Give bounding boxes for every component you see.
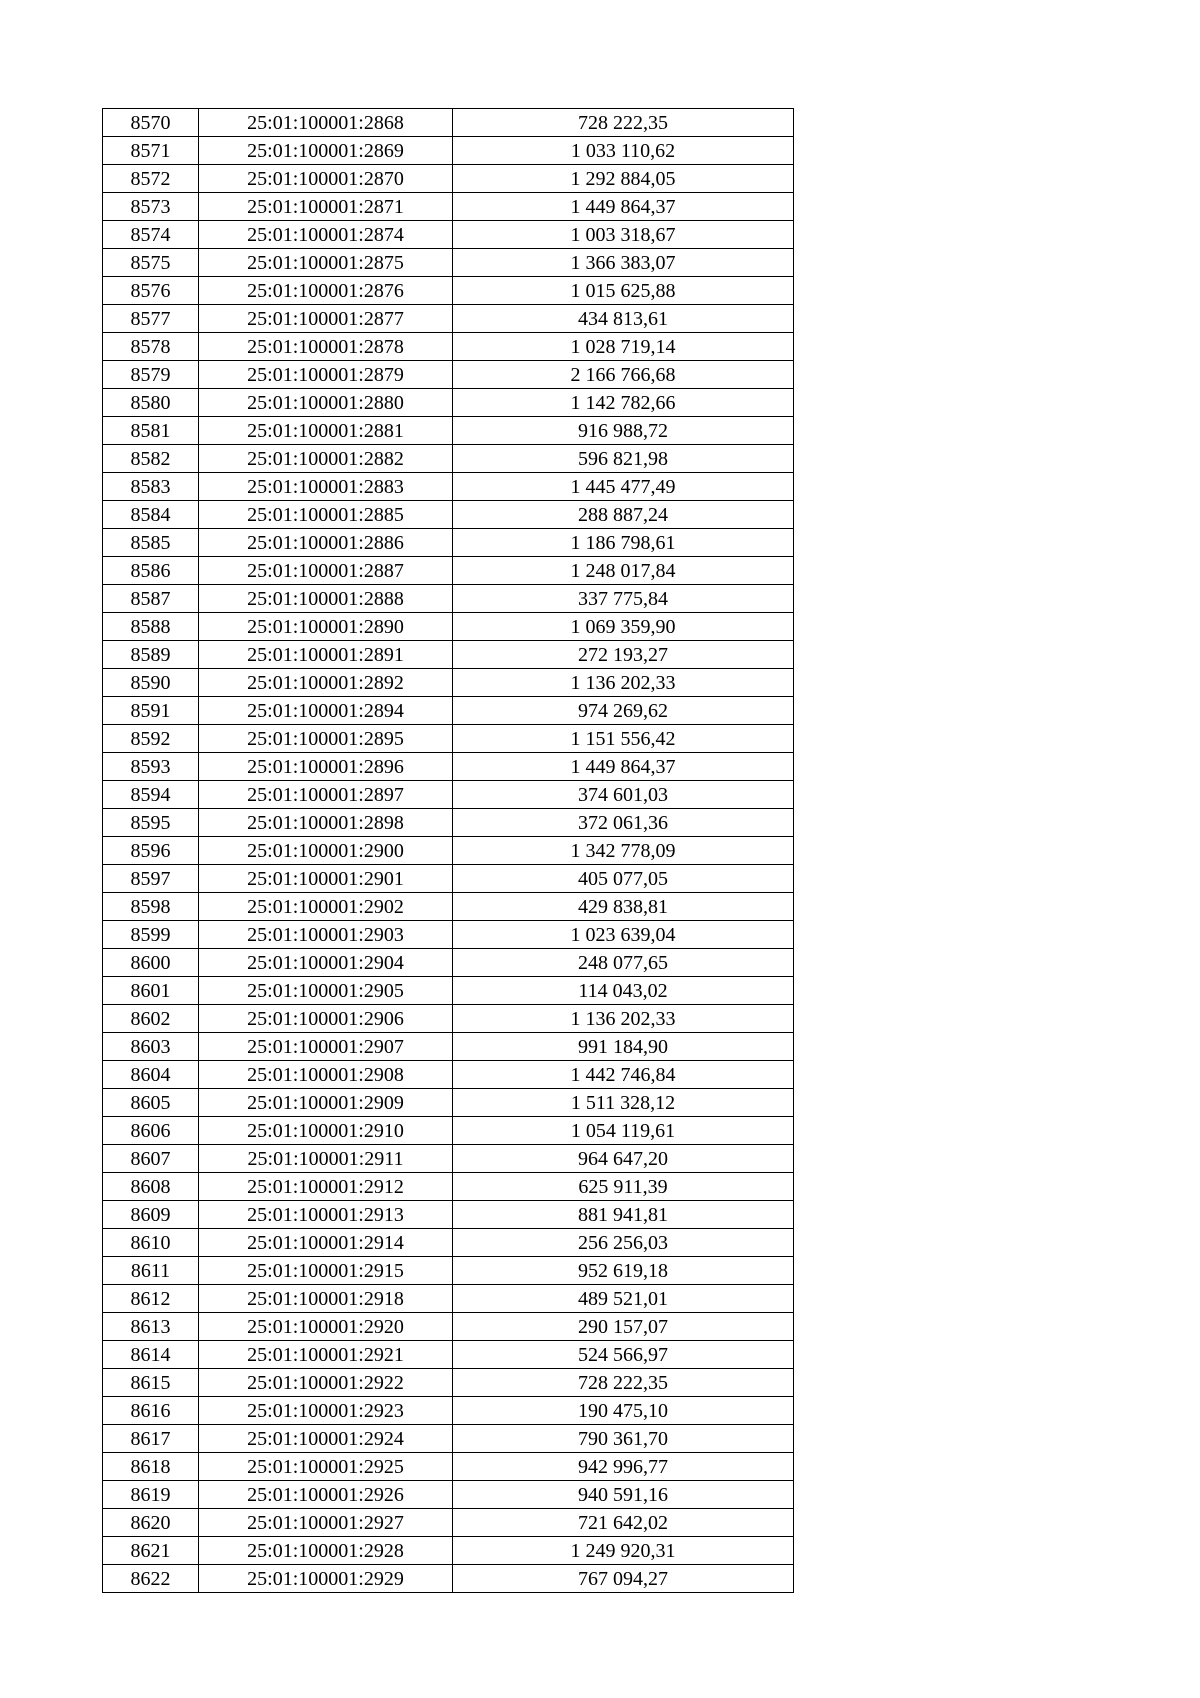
row-number-cell: 8618 [103, 1453, 199, 1481]
cadastral-number-cell: 25:01:100001:2895 [199, 725, 453, 753]
cadastral-number-cell: 25:01:100001:2898 [199, 809, 453, 837]
value-cell: 1 292 884,05 [453, 165, 794, 193]
value-cell: 1 033 110,62 [453, 137, 794, 165]
table-row [103, 1537, 794, 1565]
value-cell: 1 142 782,66 [453, 389, 794, 417]
row-number-cell: 8597 [103, 865, 199, 893]
row-number-cell: 8575 [103, 249, 199, 277]
value-cell: 1 186 798,61 [453, 529, 794, 557]
row-number-cell: 8579 [103, 361, 199, 389]
value-cell: 881 941,81 [453, 1201, 794, 1229]
row-number-cell: 8611 [103, 1257, 199, 1285]
cadastral-number-cell: 25:01:100001:2880 [199, 389, 453, 417]
cadastral-number-cell: 25:01:100001:2890 [199, 613, 453, 641]
row-number-cell: 8612 [103, 1285, 199, 1313]
table-row [103, 1229, 794, 1257]
row-number-cell: 8622 [103, 1565, 199, 1593]
table-row [103, 1145, 794, 1173]
table-row [103, 697, 794, 725]
table-row [103, 1453, 794, 1481]
row-number-cell: 8617 [103, 1425, 199, 1453]
table-row [103, 137, 794, 165]
value-cell: 374 601,03 [453, 781, 794, 809]
row-number-cell: 8586 [103, 557, 199, 585]
cadastral-number-cell: 25:01:100001:2869 [199, 137, 453, 165]
table-row [103, 1369, 794, 1397]
table-row [103, 725, 794, 753]
table-row [103, 1565, 794, 1593]
cadastral-number-cell: 25:01:100001:2888 [199, 585, 453, 613]
value-cell: 728 222,35 [453, 109, 794, 137]
cadastral-number-cell: 25:01:100001:2918 [199, 1285, 453, 1313]
row-number-cell: 8592 [103, 725, 199, 753]
value-cell: 1 342 778,09 [453, 837, 794, 865]
table-row [103, 669, 794, 697]
cadastral-number-cell: 25:01:100001:2904 [199, 949, 453, 977]
cadastral-value-table [102, 108, 794, 1593]
table-row [103, 305, 794, 333]
row-number-cell: 8605 [103, 1089, 199, 1117]
row-number-cell: 8581 [103, 417, 199, 445]
row-number-cell: 8601 [103, 977, 199, 1005]
value-cell: 1 015 625,88 [453, 277, 794, 305]
row-number-cell: 8585 [103, 529, 199, 557]
table-row [103, 333, 794, 361]
value-cell: 1 449 864,37 [453, 753, 794, 781]
cadastral-number-cell: 25:01:100001:2881 [199, 417, 453, 445]
value-cell: 524 566,97 [453, 1341, 794, 1369]
cadastral-number-cell: 25:01:100001:2902 [199, 893, 453, 921]
value-cell: 1 023 639,04 [453, 921, 794, 949]
cadastral-number-cell: 25:01:100001:2927 [199, 1509, 453, 1537]
table-row [103, 1313, 794, 1341]
value-cell: 942 996,77 [453, 1453, 794, 1481]
row-number-cell: 8607 [103, 1145, 199, 1173]
cadastral-number-cell: 25:01:100001:2912 [199, 1173, 453, 1201]
cadastral-number-cell: 25:01:100001:2905 [199, 977, 453, 1005]
value-cell: 372 061,36 [453, 809, 794, 837]
table-row [103, 277, 794, 305]
table-row [103, 501, 794, 529]
table-row [103, 1257, 794, 1285]
value-cell: 1 249 920,31 [453, 1537, 794, 1565]
value-cell: 1 511 328,12 [453, 1089, 794, 1117]
cadastral-number-cell: 25:01:100001:2909 [199, 1089, 453, 1117]
row-number-cell: 8591 [103, 697, 199, 725]
cadastral-number-cell: 25:01:100001:2923 [199, 1397, 453, 1425]
cadastral-number-cell: 25:01:100001:2907 [199, 1033, 453, 1061]
table-row [103, 1341, 794, 1369]
row-number-cell: 8573 [103, 193, 199, 221]
row-number-cell: 8610 [103, 1229, 199, 1257]
value-cell: 290 157,07 [453, 1313, 794, 1341]
cadastral-number-cell: 25:01:100001:2877 [199, 305, 453, 333]
table-row [103, 389, 794, 417]
cadastral-number-cell: 25:01:100001:2878 [199, 333, 453, 361]
row-number-cell: 8595 [103, 809, 199, 837]
cadastral-number-cell: 25:01:100001:2875 [199, 249, 453, 277]
table-row [103, 977, 794, 1005]
table-row [103, 165, 794, 193]
value-cell: 916 988,72 [453, 417, 794, 445]
cadastral-number-cell: 25:01:100001:2925 [199, 1453, 453, 1481]
row-number-cell: 8596 [103, 837, 199, 865]
table-row [103, 1397, 794, 1425]
cadastral-number-cell: 25:01:100001:2871 [199, 193, 453, 221]
value-cell: 288 887,24 [453, 501, 794, 529]
cadastral-number-cell: 25:01:100001:2874 [199, 221, 453, 249]
row-number-cell: 8599 [103, 921, 199, 949]
row-number-cell: 8584 [103, 501, 199, 529]
value-cell: 1 151 556,42 [453, 725, 794, 753]
cadastral-number-cell: 25:01:100001:2914 [199, 1229, 453, 1257]
row-number-cell: 8613 [103, 1313, 199, 1341]
table-row [103, 1117, 794, 1145]
cadastral-number-cell: 25:01:100001:2900 [199, 837, 453, 865]
cadastral-number-cell: 25:01:100001:2868 [199, 109, 453, 137]
table-row [103, 361, 794, 389]
cadastral-number-cell: 25:01:100001:2926 [199, 1481, 453, 1509]
cadastral-number-cell: 25:01:100001:2903 [199, 921, 453, 949]
table-row [103, 1201, 794, 1229]
value-cell: 1 054 119,61 [453, 1117, 794, 1145]
row-number-cell: 8593 [103, 753, 199, 781]
row-number-cell: 8602 [103, 1005, 199, 1033]
value-cell: 405 077,05 [453, 865, 794, 893]
table-body [103, 109, 794, 1593]
cadastral-number-cell: 25:01:100001:2906 [199, 1005, 453, 1033]
value-cell: 625 911,39 [453, 1173, 794, 1201]
row-number-cell: 8615 [103, 1369, 199, 1397]
table-row [103, 1005, 794, 1033]
value-cell: 596 821,98 [453, 445, 794, 473]
row-number-cell: 8571 [103, 137, 199, 165]
row-number-cell: 8598 [103, 893, 199, 921]
value-cell: 1 136 202,33 [453, 1005, 794, 1033]
cadastral-number-cell: 25:01:100001:2894 [199, 697, 453, 725]
value-cell: 1 442 746,84 [453, 1061, 794, 1089]
table-row [103, 529, 794, 557]
value-cell: 952 619,18 [453, 1257, 794, 1285]
table-row [103, 949, 794, 977]
table-row [103, 1033, 794, 1061]
table-row [103, 921, 794, 949]
table-row [103, 445, 794, 473]
value-cell: 337 775,84 [453, 585, 794, 613]
value-cell: 940 591,16 [453, 1481, 794, 1509]
value-cell: 1 449 864,37 [453, 193, 794, 221]
row-number-cell: 8577 [103, 305, 199, 333]
value-cell: 489 521,01 [453, 1285, 794, 1313]
value-cell: 721 642,02 [453, 1509, 794, 1537]
cadastral-number-cell: 25:01:100001:2892 [199, 669, 453, 697]
row-number-cell: 8594 [103, 781, 199, 809]
value-cell: 2 166 766,68 [453, 361, 794, 389]
table-row [103, 249, 794, 277]
value-cell: 767 094,27 [453, 1565, 794, 1593]
value-cell: 272 193,27 [453, 641, 794, 669]
table-row [103, 1061, 794, 1089]
cadastral-number-cell: 25:01:100001:2896 [199, 753, 453, 781]
cadastral-number-cell: 25:01:100001:2870 [199, 165, 453, 193]
row-number-cell: 8587 [103, 585, 199, 613]
value-cell: 1 366 383,07 [453, 249, 794, 277]
row-number-cell: 8614 [103, 1341, 199, 1369]
table-row [103, 781, 794, 809]
value-cell: 114 043,02 [453, 977, 794, 1005]
cadastral-number-cell: 25:01:100001:2897 [199, 781, 453, 809]
table-row [103, 1173, 794, 1201]
table-row [103, 1089, 794, 1117]
row-number-cell: 8604 [103, 1061, 199, 1089]
row-number-cell: 8608 [103, 1173, 199, 1201]
cadastral-number-cell: 25:01:100001:2908 [199, 1061, 453, 1089]
table-row [103, 1481, 794, 1509]
cadastral-number-cell: 25:01:100001:2913 [199, 1201, 453, 1229]
value-cell: 728 222,35 [453, 1369, 794, 1397]
row-number-cell: 8606 [103, 1117, 199, 1145]
row-number-cell: 8570 [103, 109, 199, 137]
value-cell: 790 361,70 [453, 1425, 794, 1453]
row-number-cell: 8619 [103, 1481, 199, 1509]
cadastral-number-cell: 25:01:100001:2886 [199, 529, 453, 557]
table-row [103, 585, 794, 613]
cadastral-number-cell: 25:01:100001:2915 [199, 1257, 453, 1285]
table-row [103, 1509, 794, 1537]
cadastral-number-cell: 25:01:100001:2885 [199, 501, 453, 529]
cadastral-number-cell: 25:01:100001:2911 [199, 1145, 453, 1173]
value-cell: 190 475,10 [453, 1397, 794, 1425]
cadastral-number-cell: 25:01:100001:2876 [199, 277, 453, 305]
table-row [103, 641, 794, 669]
row-number-cell: 8574 [103, 221, 199, 249]
table-row [103, 417, 794, 445]
cadastral-number-cell: 25:01:100001:2901 [199, 865, 453, 893]
cadastral-number-cell: 25:01:100001:2879 [199, 361, 453, 389]
row-number-cell: 8600 [103, 949, 199, 977]
table-row [103, 1425, 794, 1453]
row-number-cell: 8590 [103, 669, 199, 697]
cadastral-number-cell: 25:01:100001:2921 [199, 1341, 453, 1369]
value-cell: 1 003 318,67 [453, 221, 794, 249]
table-row [103, 865, 794, 893]
table-row [103, 1285, 794, 1313]
value-cell: 1 445 477,49 [453, 473, 794, 501]
value-cell: 1 028 719,14 [453, 333, 794, 361]
cadastral-number-cell: 25:01:100001:2928 [199, 1537, 453, 1565]
row-number-cell: 8603 [103, 1033, 199, 1061]
cadastral-number-cell: 25:01:100001:2883 [199, 473, 453, 501]
row-number-cell: 8616 [103, 1397, 199, 1425]
value-cell: 1 069 359,90 [453, 613, 794, 641]
cadastral-number-cell: 25:01:100001:2920 [199, 1313, 453, 1341]
value-cell: 256 256,03 [453, 1229, 794, 1257]
table-row [103, 809, 794, 837]
row-number-cell: 8582 [103, 445, 199, 473]
row-number-cell: 8583 [103, 473, 199, 501]
row-number-cell: 8580 [103, 389, 199, 417]
cadastral-number-cell: 25:01:100001:2887 [199, 557, 453, 585]
cadastral-number-cell: 25:01:100001:2910 [199, 1117, 453, 1145]
cadastral-number-cell: 25:01:100001:2929 [199, 1565, 453, 1593]
row-number-cell: 8576 [103, 277, 199, 305]
value-cell: 991 184,90 [453, 1033, 794, 1061]
table-row [103, 221, 794, 249]
table-row [103, 109, 794, 137]
row-number-cell: 8609 [103, 1201, 199, 1229]
row-number-cell: 8621 [103, 1537, 199, 1565]
table-row [103, 837, 794, 865]
cadastral-number-cell: 25:01:100001:2891 [199, 641, 453, 669]
value-cell: 429 838,81 [453, 893, 794, 921]
row-number-cell: 8578 [103, 333, 199, 361]
row-number-cell: 8572 [103, 165, 199, 193]
table-row [103, 557, 794, 585]
value-cell: 434 813,61 [453, 305, 794, 333]
table-row [103, 613, 794, 641]
table-row [103, 753, 794, 781]
cadastral-number-cell: 25:01:100001:2924 [199, 1425, 453, 1453]
value-cell: 1 248 017,84 [453, 557, 794, 585]
row-number-cell: 8588 [103, 613, 199, 641]
table-row [103, 473, 794, 501]
row-number-cell: 8589 [103, 641, 199, 669]
value-cell: 974 269,62 [453, 697, 794, 725]
value-cell: 1 136 202,33 [453, 669, 794, 697]
value-cell: 964 647,20 [453, 1145, 794, 1173]
value-cell: 248 077,65 [453, 949, 794, 977]
cadastral-number-cell: 25:01:100001:2922 [199, 1369, 453, 1397]
table-row [103, 193, 794, 221]
cadastral-number-cell: 25:01:100001:2882 [199, 445, 453, 473]
row-number-cell: 8620 [103, 1509, 199, 1537]
table-row [103, 893, 794, 921]
